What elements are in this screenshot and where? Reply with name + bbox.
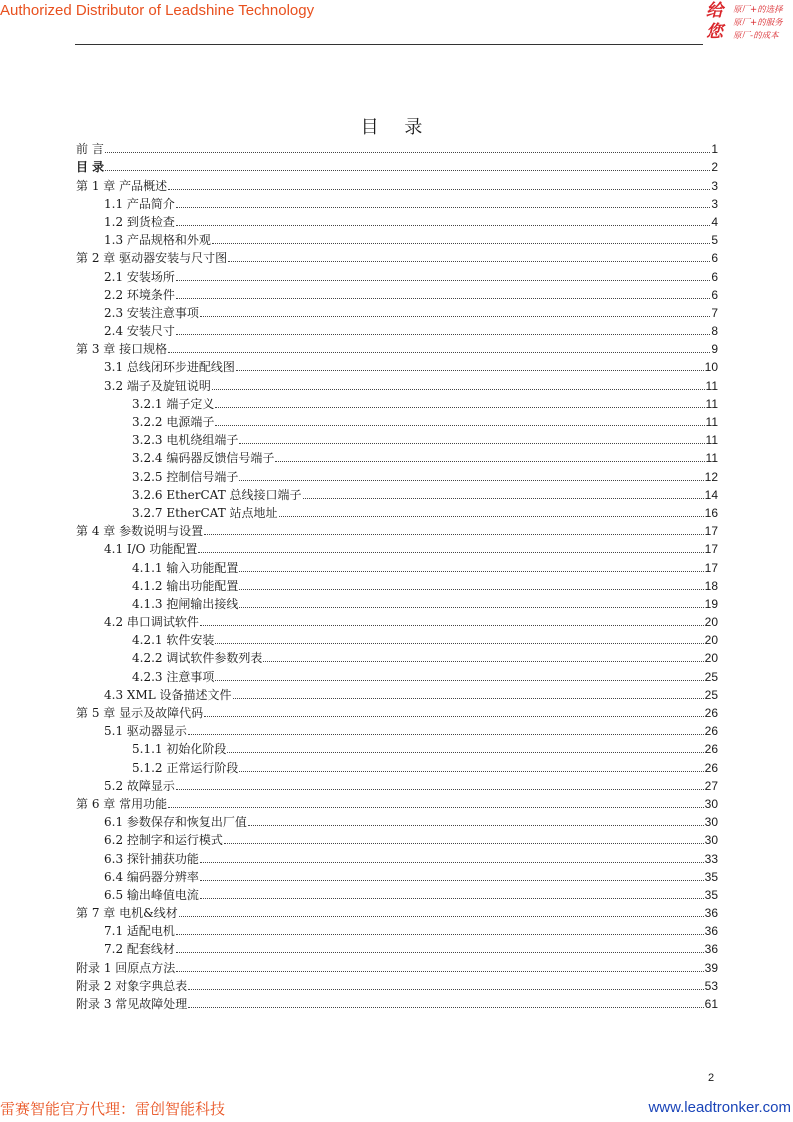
toc-entry-page: 3 <box>711 178 718 193</box>
toc-entry-page: 20 <box>704 651 718 666</box>
toc-leader-dots <box>224 843 704 844</box>
toc-entry-label: 5.2 故障显示 <box>104 778 175 793</box>
toc-leader-dots <box>200 862 704 863</box>
toc-entry-page: 36 <box>704 924 718 939</box>
toc-leader-dots <box>279 516 704 517</box>
toc-entry-label: 4.1.2 输出功能配置 <box>132 578 239 593</box>
toc-entry-page: 19 <box>704 596 718 611</box>
toc-leader-dots <box>200 898 704 899</box>
toc-entry-page: 6 <box>711 269 718 284</box>
toc-entry-label: 第 1 章 产品概述 <box>76 178 168 193</box>
toc-entry-page: 26 <box>704 724 718 739</box>
toc-entry-page: 9 <box>711 342 718 357</box>
toc-entry[interactable] <box>76 393 718 411</box>
toc-entry[interactable] <box>76 193 718 211</box>
toc-leader-dots <box>179 916 704 917</box>
toc-entry[interactable] <box>76 847 718 865</box>
toc-entry-page: 36 <box>704 942 718 957</box>
toc-leader-dots <box>204 534 704 535</box>
logo-slogan-1: 原厂+的选择 <box>733 5 783 15</box>
toc-entry-label: 第 7 章 电机&线材 <box>76 906 178 921</box>
toc-entry[interactable] <box>76 884 718 902</box>
toc-leader-dots <box>239 589 703 590</box>
toc-entry[interactable] <box>76 593 718 611</box>
toc-entry-label: 4.2.2 调试软件参数列表 <box>132 651 263 666</box>
toc-entry[interactable] <box>76 956 718 974</box>
toc-entry-label: 1.2 到货检查 <box>104 214 175 229</box>
toc-entry-page: 30 <box>704 833 718 848</box>
toc-entry-label: 4.2 串口调试软件 <box>104 615 199 630</box>
toc-entry[interactable] <box>76 829 718 847</box>
toc-entry-label: 附录 3 常见故障处理 <box>76 997 188 1011</box>
toc-entry-page: 17 <box>704 524 718 539</box>
toc-entry-page: 17 <box>704 560 718 575</box>
toc-entry-label: 目 录 <box>76 160 105 175</box>
toc-entry-label: 3.2 端子及旋钮说明 <box>104 378 211 393</box>
toc-entry[interactable] <box>76 302 718 320</box>
toc-entry-label: 3.2.5 控制信号端子 <box>132 469 239 484</box>
toc-entry[interactable] <box>76 811 718 829</box>
toc-entry-label: 5.1 驱动器显示 <box>104 724 187 739</box>
toc-entry-page: 11 <box>705 396 718 411</box>
toc-entry-label: 3.1 总线闭环步进配线图 <box>104 360 235 375</box>
toc-leader-dots <box>212 243 710 244</box>
toc-entry-label: 7.2 配套线材 <box>104 942 175 957</box>
toc-entry-page: 14 <box>704 487 718 502</box>
toc-entry-page: 25 <box>704 687 718 702</box>
toc-entry[interactable] <box>76 938 718 956</box>
toc-leader-dots <box>227 752 703 753</box>
toc-entry-label: 6.3 探针捕获功能 <box>104 851 199 866</box>
toc-leader-dots <box>105 170 710 171</box>
header-title: Authorized Distributor of Leadshine Technology <box>0 2 315 19</box>
toc-entry[interactable] <box>76 520 718 538</box>
toc-entry-label: 4.2.3 注意事项 <box>132 669 215 684</box>
toc-entry-page: 30 <box>704 815 718 830</box>
toc-entry-label: 3.2.3 电机绕组端子 <box>132 433 239 448</box>
toc-entry-label: 3.2.2 电源端子 <box>132 415 215 429</box>
toc-entry-label: 3.2.7 EtherCAT 站点地址 <box>132 505 278 520</box>
toc-entry[interactable] <box>76 920 718 938</box>
toc-leader-dots <box>176 789 704 790</box>
toc-entry[interactable] <box>76 374 718 392</box>
toc-leader-dots <box>215 680 703 681</box>
toc-entry[interactable] <box>76 611 718 629</box>
toc-entry-page: 20 <box>704 633 718 648</box>
toc-entry[interactable] <box>76 356 718 374</box>
toc-leader-dots <box>168 807 704 808</box>
toc-entry-label: 7.1 适配电机 <box>104 924 175 939</box>
toc-entry-page: 16 <box>704 505 718 520</box>
toc-entry[interactable] <box>76 138 718 156</box>
toc-entry-label: 3.2.6 EtherCAT 总线接口端子 <box>132 487 302 502</box>
toc-entry[interactable] <box>76 338 718 356</box>
toc-entry[interactable] <box>76 174 718 192</box>
toc-leader-dots <box>168 189 710 190</box>
toc-leader-dots <box>236 370 704 371</box>
toc-entry-page: 17 <box>704 542 718 557</box>
toc-leader-dots <box>176 334 710 335</box>
toc-entry-label: 4.1 I/O 功能配置 <box>104 542 198 557</box>
toc-leader-dots <box>275 461 704 462</box>
toc-entry[interactable] <box>76 684 718 702</box>
toc-title: 目 录 <box>360 117 433 138</box>
toc-entry-page: 25 <box>704 669 718 684</box>
toc-entry-label: 附录 2 对象字典总表 <box>76 978 188 993</box>
header-divider <box>75 44 703 45</box>
logo-slogan-2: 原厂+的服务 <box>733 18 783 28</box>
toc-leader-dots <box>200 880 704 881</box>
toc-entry[interactable] <box>76 538 718 556</box>
toc-entry-label: 5.1.1 初始化阶段 <box>132 742 227 757</box>
toc-leader-dots <box>200 625 704 626</box>
toc-entry-page: 61 <box>704 997 718 1011</box>
company-logo <box>706 2 792 46</box>
toc-entry-label: 3.2.4 编码器反馈信号端子 <box>132 451 275 466</box>
toc-entry[interactable] <box>76 720 718 738</box>
toc-entry-label: 4.2.1 软件安装 <box>132 633 215 648</box>
toc-entry[interactable] <box>76 284 718 302</box>
toc-entry[interactable] <box>76 993 718 1011</box>
toc-entry-page: 1 <box>711 142 718 157</box>
toc-leader-dots <box>303 498 704 499</box>
page-number: 2 <box>708 1072 715 1084</box>
toc-entry[interactable] <box>76 975 718 993</box>
toc-entry-page: 20 <box>704 615 718 630</box>
toc-entry-page: 26 <box>704 760 718 775</box>
toc-entry-page: 26 <box>704 742 718 757</box>
toc-entry-page: 8 <box>711 324 718 339</box>
toc-entry[interactable] <box>76 229 718 247</box>
toc-entry[interactable] <box>76 866 718 884</box>
toc-entry-label: 第 4 章 参数说明与设置 <box>76 524 204 539</box>
toc-entry-page: 6 <box>711 287 718 302</box>
toc-entry-page: 7 <box>711 305 718 320</box>
toc-entry-page: 26 <box>704 706 718 720</box>
toc-leader-dots <box>188 1007 703 1008</box>
logo-char-1: 给 <box>706 1 723 21</box>
toc-entry-page: 11 <box>705 451 718 466</box>
toc-entry-label: 6.4 编码器分辨率 <box>104 869 199 884</box>
toc-leader-dots <box>188 734 704 735</box>
toc-entry-page: 18 <box>704 578 718 593</box>
toc-leader-dots <box>176 207 710 208</box>
toc-leader-dots <box>176 934 704 935</box>
toc-entry-page: 11 <box>705 378 718 393</box>
logo-slogan-3: 原厂-的成本 <box>733 31 779 41</box>
toc-leader-dots <box>215 643 703 644</box>
toc-entry[interactable] <box>76 775 718 793</box>
toc-entry-label: 6.5 输出峰值电流 <box>104 887 199 902</box>
toc-entry-label: 4.3 XML 设备描述文件 <box>104 687 232 702</box>
toc-entry-label: 第 5 章 显示及故障代码 <box>76 706 204 720</box>
toc-leader-dots <box>215 407 704 408</box>
toc-entry[interactable] <box>76 738 718 756</box>
toc-entry[interactable] <box>76 156 718 174</box>
toc-entry[interactable] <box>76 575 718 593</box>
toc-leader-dots <box>188 989 703 990</box>
toc-leader-dots <box>176 952 704 953</box>
toc-leader-dots <box>239 771 703 772</box>
toc-entry[interactable] <box>76 320 718 338</box>
toc-leader-dots <box>239 480 703 481</box>
toc-entry[interactable] <box>76 556 718 574</box>
toc-entry[interactable] <box>76 447 718 465</box>
toc-entry-page: 35 <box>704 869 718 884</box>
toc-entry-page: 4 <box>711 214 718 229</box>
toc-entry-page: 5 <box>711 233 718 248</box>
toc-entry[interactable] <box>76 429 718 447</box>
toc-entry-page: 39 <box>704 960 718 975</box>
toc-entry-label: 3.2.1 端子定义 <box>132 396 215 411</box>
toc-entry-page: 2 <box>711 160 718 175</box>
toc-entry[interactable] <box>76 211 718 229</box>
toc-entry-page: 11 <box>705 415 718 429</box>
logo-char-2: 您 <box>706 22 723 42</box>
toc-entry-label: 第 3 章 接口规格 <box>76 342 168 357</box>
footer-website-link[interactable]: www.leadtronker.com <box>648 1099 791 1116</box>
toc-leader-dots <box>204 716 704 717</box>
toc-entry[interactable] <box>76 247 718 265</box>
toc-leader-dots <box>233 698 704 699</box>
toc-leader-dots <box>239 607 703 608</box>
footer-agent-text: 雷赛智能官方代理：雷创智能科技 <box>0 1100 226 1118</box>
toc-leader-dots <box>200 316 710 317</box>
toc-leader-dots <box>105 152 710 153</box>
toc-entry[interactable] <box>76 502 718 520</box>
toc-entry[interactable] <box>76 702 718 720</box>
toc-leader-dots <box>239 443 704 444</box>
toc-leader-dots <box>176 971 703 972</box>
toc-entry-page: 33 <box>704 851 718 866</box>
toc-entry-page: 35 <box>704 887 718 902</box>
toc-leader-dots <box>215 425 704 426</box>
toc-entry-label: 4.1.3 抱闸输出接线 <box>132 596 239 611</box>
toc-leader-dots <box>168 352 710 353</box>
toc-entry[interactable] <box>76 629 718 647</box>
toc-entry-label: 第 2 章 驱动器安装与尺寸图 <box>76 251 228 266</box>
toc-entry[interactable] <box>76 756 718 774</box>
toc-leader-dots <box>176 225 710 226</box>
toc-leader-dots <box>212 389 705 390</box>
toc-entry-label: 2.2 环境条件 <box>104 287 175 302</box>
toc-leader-dots <box>228 261 710 262</box>
toc-entry-label: 2.3 安装注意事项 <box>104 305 199 320</box>
toc-entry[interactable] <box>76 665 718 683</box>
toc-entry[interactable] <box>76 484 718 502</box>
toc-leader-dots <box>198 552 703 553</box>
toc-entry[interactable] <box>76 647 718 665</box>
toc-entry-label: 5.1.2 正常运行阶段 <box>132 760 239 775</box>
toc-entry-label: 2.1 安装场所 <box>104 269 175 284</box>
toc-leader-dots <box>263 661 703 662</box>
toc-entry[interactable] <box>76 465 718 483</box>
toc-entry-page: 3 <box>711 196 718 211</box>
toc-entry[interactable] <box>76 793 718 811</box>
toc-entry-page: 53 <box>704 978 718 993</box>
toc-leader-dots <box>239 571 703 572</box>
toc-entry-label: 第 6 章 常用功能 <box>76 796 168 811</box>
toc-entry-page: 30 <box>704 796 718 811</box>
toc-entry-label: 6.2 控制字和运行模式 <box>104 833 223 848</box>
toc-entry-page: 6 <box>711 251 718 266</box>
toc-entry-label: 1.1 产品简介 <box>104 196 175 211</box>
toc-leader-dots <box>176 280 710 281</box>
toc-entry-label: 2.4 安装尺寸 <box>104 324 175 339</box>
toc-entry[interactable] <box>76 411 718 429</box>
toc-entry-label: 4.1.1 输入功能配置 <box>132 560 239 575</box>
toc-entry[interactable] <box>76 265 718 283</box>
toc-entry-page: 10 <box>704 360 718 375</box>
toc-entry-label: 6.1 参数保存和恢复出厂值 <box>104 815 247 830</box>
toc-entry-label: 1.3 产品规格和外观 <box>104 233 211 248</box>
toc-leader-dots <box>176 298 710 299</box>
toc-leader-dots <box>248 825 704 826</box>
toc-entry[interactable] <box>76 902 718 920</box>
toc-entry-page: 27 <box>704 778 718 793</box>
toc-entry-page: 11 <box>705 433 718 448</box>
toc-entry-page: 12 <box>704 469 718 484</box>
toc-entry-label: 附录 1 回原点方法 <box>76 960 176 975</box>
toc-entry-label: 前 言 <box>76 142 104 157</box>
table-of-contents <box>76 138 718 1011</box>
toc-entry-page: 36 <box>704 906 718 921</box>
